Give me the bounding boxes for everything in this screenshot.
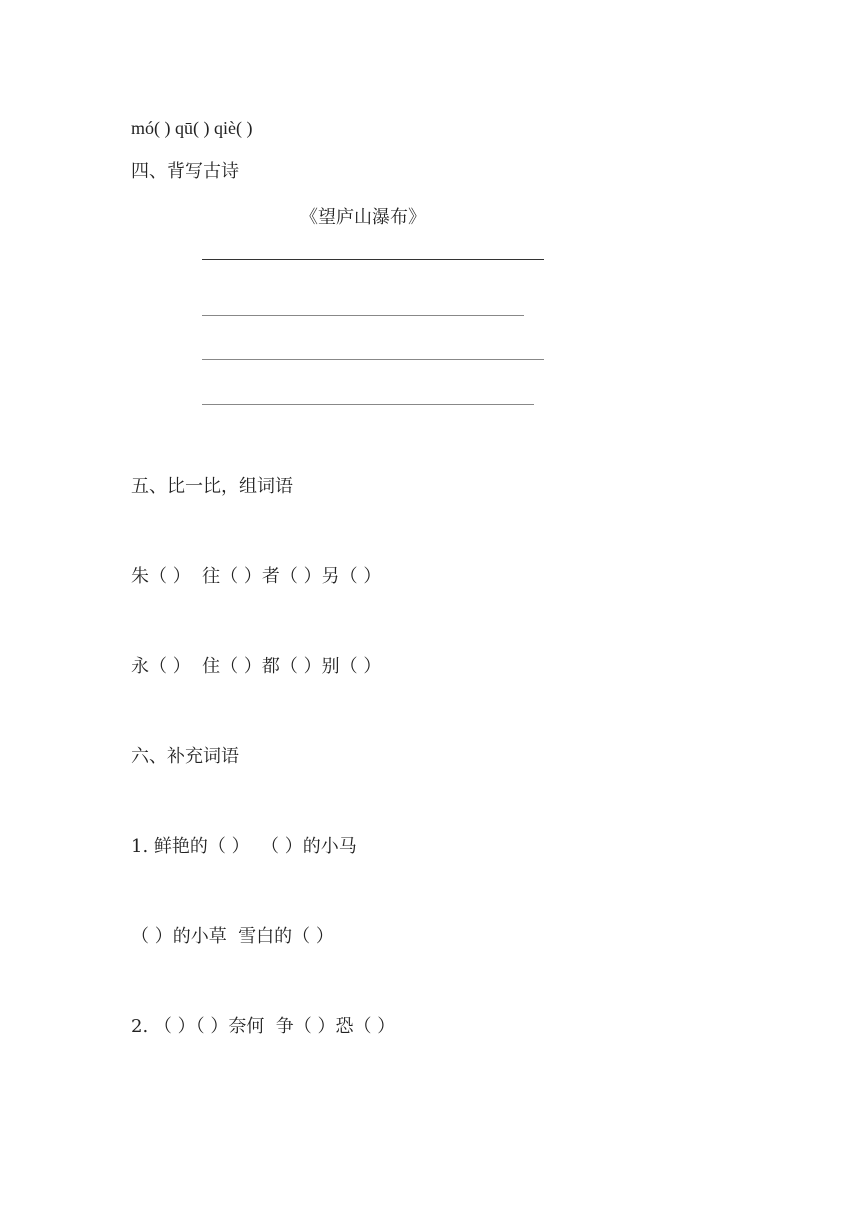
word-compare-row-2: 永（ ） 住（ ）都（ ）别（ ）: [131, 656, 382, 677]
fill-words-item-2: 2. （ ）（ ）奈何 争（ ）恐（ ）: [131, 1016, 396, 1037]
word-compare-row-1: 朱（ ） 往（ ）者（ ）另（ ）: [131, 566, 382, 587]
fill-words-item-1-line-1: 1. 鲜艳的（ ） （ ）的小马: [131, 836, 357, 857]
poem-title: 《望庐山瀑布》: [300, 207, 426, 228]
section-4-heading: 四、背写古诗: [131, 161, 239, 182]
answer-line-1: [202, 259, 544, 260]
answer-line-3: [202, 359, 544, 360]
section-6-heading: 六、补充词语: [131, 746, 239, 767]
fill-words-item-1-line-2: （ ）的小草 雪白的（ ）: [131, 926, 334, 947]
answer-line-2: [202, 315, 524, 316]
section-5-heading: 五、比一比，组词语: [131, 476, 293, 497]
answer-line-4: [202, 404, 534, 405]
pinyin-exercise-line: mó( ) qū( ) qiè( ): [131, 118, 253, 138]
